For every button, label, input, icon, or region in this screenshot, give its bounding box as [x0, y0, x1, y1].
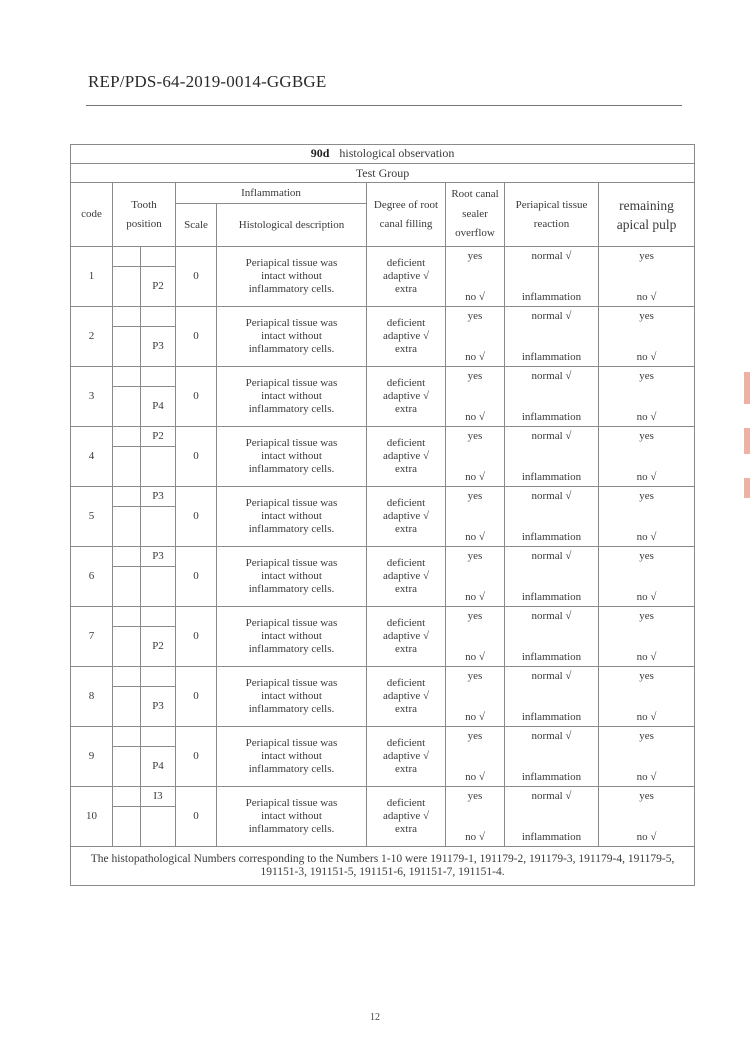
header-code: code	[71, 183, 113, 247]
row-scale: 0	[176, 487, 217, 547]
header-divider	[86, 105, 682, 106]
description-line: intact without	[261, 390, 322, 402]
filling-line: extra	[395, 523, 417, 535]
description-line: Periapical tissue was	[245, 737, 338, 749]
row-reaction	[505, 487, 599, 547]
overflow-yes: yes	[467, 790, 483, 802]
overflow-yes: yes	[467, 250, 483, 262]
edge-stamp-mark	[744, 372, 750, 404]
reaction-normal: normal √	[531, 490, 572, 502]
filling-line: deficient	[386, 317, 426, 329]
row-description	[217, 367, 367, 427]
filling-line: adaptive √	[382, 450, 430, 462]
table-row	[71, 307, 695, 327]
row-pulp	[599, 427, 695, 487]
position-top	[141, 307, 176, 327]
reaction-inflammation: inflammation	[521, 591, 582, 603]
header-tooth-position-label: Tooth position	[126, 198, 162, 230]
table-row	[71, 667, 695, 687]
position-top	[141, 667, 176, 687]
row-reaction	[505, 787, 599, 847]
pulp-no: no √	[636, 591, 657, 603]
description-line: Periapical tissue was	[245, 497, 338, 509]
description-line: intact without	[261, 750, 322, 762]
filling-line: extra	[395, 703, 417, 715]
description-line: inflammatory cells.	[248, 523, 335, 535]
row-pulp	[599, 547, 695, 607]
filling-line: extra	[395, 463, 417, 475]
filling-line: deficient	[386, 617, 426, 629]
row-scale: 0	[176, 307, 217, 367]
row-filling	[367, 367, 446, 427]
position-bottom	[141, 567, 176, 607]
overflow-yes: yes	[467, 610, 483, 622]
row-code: 10	[71, 787, 113, 847]
filling-line: deficient	[386, 377, 426, 389]
edge-stamp-mark	[744, 478, 750, 498]
row-code: 8	[71, 667, 113, 727]
overflow-no: no √	[465, 651, 485, 663]
filling-line: extra	[395, 643, 417, 655]
description-line: intact without	[261, 570, 322, 582]
pulp-yes: yes	[639, 490, 654, 502]
reaction-inflammation: inflammation	[521, 351, 582, 363]
overflow-no: no √	[465, 591, 485, 603]
pulp-no: no √	[636, 831, 657, 843]
filling-line: extra	[395, 343, 417, 355]
filling-line: deficient	[386, 437, 426, 449]
header-periapical-reaction-label: Periapical tissue reaction	[515, 198, 588, 230]
overflow-yes: yes	[467, 370, 483, 382]
row-overflow	[446, 787, 505, 847]
filling-line: extra	[395, 583, 417, 595]
filling-line: extra	[395, 823, 417, 835]
position-top: P3	[141, 487, 176, 507]
filling-line: adaptive √	[382, 330, 430, 342]
filling-line: extra	[395, 403, 417, 415]
row-scale: 0	[176, 787, 217, 847]
table-caption	[71, 145, 695, 164]
position-left-bottom	[113, 327, 141, 367]
filling-line: deficient	[386, 677, 426, 689]
filling-line: adaptive √	[382, 810, 430, 822]
table-row	[71, 607, 695, 627]
row-overflow	[446, 547, 505, 607]
caption-id: 90d	[310, 146, 330, 160]
position-left-bottom	[113, 447, 141, 487]
row-filling	[367, 787, 446, 847]
position-left-top	[113, 307, 141, 327]
edge-stamp-mark	[744, 428, 750, 454]
position-left-top	[113, 487, 141, 507]
row-overflow	[446, 727, 505, 787]
overflow-no: no √	[465, 531, 485, 543]
reaction-normal: normal √	[531, 790, 572, 802]
position-left-top	[113, 667, 141, 687]
pulp-yes: yes	[639, 610, 654, 622]
row-code: 3	[71, 367, 113, 427]
document-title: REP/PDS-64-2019-0014-GGBGE	[88, 72, 327, 91]
position-left-top	[113, 787, 141, 807]
row-overflow	[446, 667, 505, 727]
row-code: 5	[71, 487, 113, 547]
header-scale: Scale	[176, 204, 217, 247]
position-bottom	[141, 507, 176, 547]
position-left-bottom	[113, 267, 141, 307]
table-footnote: The histopathological Numbers corresponding to the Numbers 1-10 were 191179-1, 191179-2, 191179-3, 191179-4, 191179-5, 191151-3, 191151-5, 191151-6, 191151-7, 191151-4.	[71, 847, 695, 886]
row-reaction	[505, 727, 599, 787]
position-bottom	[141, 807, 176, 847]
row-pulp	[599, 367, 695, 427]
header-histological-description: Histological description	[217, 204, 367, 247]
table-row	[71, 367, 695, 387]
pulp-yes: yes	[639, 430, 654, 442]
row-overflow	[446, 487, 505, 547]
table-row	[71, 487, 695, 507]
row-scale: 0	[176, 247, 217, 307]
description-line: intact without	[261, 630, 322, 642]
description-line: inflammatory cells.	[248, 763, 335, 775]
position-top	[141, 247, 176, 267]
description-line: Periapical tissue was	[245, 317, 338, 329]
position-bottom: P3	[141, 327, 176, 367]
header-degree-filling	[367, 183, 446, 247]
row-scale: 0	[176, 367, 217, 427]
row-reaction	[505, 247, 599, 307]
row-pulp	[599, 607, 695, 667]
reaction-normal: normal √	[531, 610, 572, 622]
overflow-yes: yes	[467, 490, 483, 502]
pulp-no: no √	[636, 351, 657, 363]
row-reaction	[505, 667, 599, 727]
overflow-no: no √	[465, 711, 485, 723]
row-overflow	[446, 607, 505, 667]
row-description	[217, 247, 367, 307]
pulp-no: no √	[636, 651, 657, 663]
overflow-no: no √	[465, 291, 485, 303]
row-pulp	[599, 727, 695, 787]
table-row	[71, 787, 695, 807]
description-line: intact without	[261, 270, 322, 282]
group-label: Test Group	[71, 164, 695, 183]
row-filling	[367, 547, 446, 607]
description-line: Periapical tissue was	[245, 557, 338, 569]
header-sealer-overflow	[446, 183, 505, 247]
row-reaction	[505, 547, 599, 607]
pulp-no: no √	[636, 711, 657, 723]
description-line: inflammatory cells.	[248, 703, 335, 715]
row-description	[217, 487, 367, 547]
caption-text: histological observation	[339, 146, 455, 160]
row-description	[217, 427, 367, 487]
reaction-inflammation: inflammation	[521, 771, 582, 783]
row-filling	[367, 427, 446, 487]
header-remaining-pulp-label: remaining apical pulp	[616, 197, 677, 232]
table-row	[71, 247, 695, 267]
row-scale: 0	[176, 607, 217, 667]
position-left-bottom	[113, 807, 141, 847]
overflow-no: no √	[465, 471, 485, 483]
pulp-yes: yes	[639, 790, 654, 802]
position-left-bottom	[113, 567, 141, 607]
overflow-no: no √	[465, 771, 485, 783]
row-code: 2	[71, 307, 113, 367]
position-top: P3	[141, 547, 176, 567]
reaction-inflammation: inflammation	[521, 411, 582, 423]
filling-line: adaptive √	[382, 690, 430, 702]
position-top	[141, 367, 176, 387]
filling-line: deficient	[386, 497, 426, 509]
row-reaction	[505, 607, 599, 667]
pulp-yes: yes	[639, 370, 654, 382]
pulp-yes: yes	[639, 310, 654, 322]
reaction-normal: normal √	[531, 250, 572, 262]
header-tooth-position	[113, 183, 176, 247]
row-overflow	[446, 307, 505, 367]
reaction-inflammation: inflammation	[521, 711, 582, 723]
pulp-no: no √	[636, 411, 657, 423]
position-bottom	[141, 447, 176, 487]
pulp-yes: yes	[639, 670, 654, 682]
description-line: intact without	[261, 810, 322, 822]
filling-line: adaptive √	[382, 270, 430, 282]
position-bottom: P2	[141, 627, 176, 667]
description-line: inflammatory cells.	[248, 823, 335, 835]
row-reaction	[505, 367, 599, 427]
filling-line: adaptive √	[382, 390, 430, 402]
position-bottom: P4	[141, 387, 176, 427]
table-row	[71, 727, 695, 747]
row-scale: 0	[176, 667, 217, 727]
header-inflammation: Inflammation	[176, 183, 367, 204]
histology-table	[70, 144, 695, 886]
reaction-normal: normal √	[531, 430, 572, 442]
reaction-inflammation: inflammation	[521, 651, 582, 663]
overflow-no: no √	[465, 411, 485, 423]
filling-line: extra	[395, 283, 417, 295]
description-line: inflammatory cells.	[248, 643, 335, 655]
reaction-normal: normal √	[531, 310, 572, 322]
pulp-yes: yes	[639, 730, 654, 742]
position-left-top	[113, 607, 141, 627]
filling-line: adaptive √	[382, 750, 430, 762]
row-filling	[367, 607, 446, 667]
row-pulp	[599, 307, 695, 367]
description-line: inflammatory cells.	[248, 463, 335, 475]
position-bottom: P4	[141, 747, 176, 787]
row-filling	[367, 727, 446, 787]
pulp-no: no √	[636, 471, 657, 483]
reaction-normal: normal √	[531, 670, 572, 682]
filling-line: adaptive √	[382, 630, 430, 642]
row-overflow	[446, 247, 505, 307]
overflow-yes: yes	[467, 430, 483, 442]
filling-line: adaptive √	[382, 510, 430, 522]
position-bottom: P2	[141, 267, 176, 307]
position-left-top	[113, 727, 141, 747]
filling-line: extra	[395, 763, 417, 775]
reaction-normal: normal √	[531, 550, 572, 562]
position-left-bottom	[113, 627, 141, 667]
table-row	[71, 547, 695, 567]
row-description	[217, 607, 367, 667]
row-reaction	[505, 427, 599, 487]
row-filling	[367, 307, 446, 367]
position-left-bottom	[113, 687, 141, 727]
header-sealer-overflow-label: Root canal sealer overflow	[451, 188, 499, 240]
row-pulp	[599, 667, 695, 727]
filling-line: deficient	[386, 557, 426, 569]
position-top	[141, 607, 176, 627]
description-line: inflammatory cells.	[248, 583, 335, 595]
overflow-yes: yes	[467, 670, 483, 682]
row-description	[217, 787, 367, 847]
pulp-yes: yes	[639, 250, 654, 262]
reaction-inflammation: inflammation	[521, 291, 582, 303]
overflow-no: no √	[465, 351, 485, 363]
header-remaining-pulp	[599, 183, 695, 247]
pulp-yes: yes	[639, 550, 654, 562]
reaction-inflammation: inflammation	[521, 531, 582, 543]
filling-line: deficient	[386, 257, 426, 269]
row-overflow	[446, 367, 505, 427]
description-line: inflammatory cells.	[248, 283, 335, 295]
row-description	[217, 307, 367, 367]
row-pulp	[599, 247, 695, 307]
page-number: 12	[370, 1012, 380, 1023]
header-degree-filling-label: Degree of root canal filling	[373, 198, 439, 230]
filling-line: deficient	[386, 797, 426, 809]
row-filling	[367, 667, 446, 727]
row-description	[217, 667, 367, 727]
position-top	[141, 727, 176, 747]
position-left-bottom	[113, 747, 141, 787]
row-scale: 0	[176, 547, 217, 607]
position-top: I3	[141, 787, 176, 807]
row-filling	[367, 247, 446, 307]
description-line: Periapical tissue was	[245, 437, 338, 449]
description-line: intact without	[261, 450, 322, 462]
position-bottom: P3	[141, 687, 176, 727]
description-line: Periapical tissue was	[245, 797, 338, 809]
row-description	[217, 727, 367, 787]
pulp-no: no √	[636, 291, 657, 303]
row-overflow	[446, 427, 505, 487]
description-line: Periapical tissue was	[245, 257, 338, 269]
overflow-yes: yes	[467, 310, 483, 322]
row-scale: 0	[176, 727, 217, 787]
row-code: 1	[71, 247, 113, 307]
row-description	[217, 547, 367, 607]
row-filling	[367, 487, 446, 547]
description-line: Periapical tissue was	[245, 677, 338, 689]
row-reaction	[505, 307, 599, 367]
table-row	[71, 427, 695, 447]
header-periapical-reaction	[505, 183, 599, 247]
reaction-inflammation: inflammation	[521, 831, 582, 843]
reaction-normal: normal √	[531, 370, 572, 382]
pulp-no: no √	[636, 531, 657, 543]
position-top: P2	[141, 427, 176, 447]
row-code: 9	[71, 727, 113, 787]
overflow-yes: yes	[467, 550, 483, 562]
position-left-top	[113, 427, 141, 447]
description-line: Periapical tissue was	[245, 377, 338, 389]
row-pulp	[599, 487, 695, 547]
row-pulp	[599, 787, 695, 847]
description-line: intact without	[261, 690, 322, 702]
row-code: 7	[71, 607, 113, 667]
description-line: inflammatory cells.	[248, 343, 335, 355]
reaction-normal: normal √	[531, 730, 572, 742]
row-scale: 0	[176, 427, 217, 487]
row-code: 6	[71, 547, 113, 607]
pulp-no: no √	[636, 771, 657, 783]
position-left-top	[113, 247, 141, 267]
description-line: intact without	[261, 510, 322, 522]
filling-line: deficient	[386, 737, 426, 749]
overflow-no: no √	[465, 831, 485, 843]
row-code: 4	[71, 427, 113, 487]
description-line: intact without	[261, 330, 322, 342]
position-left-bottom	[113, 507, 141, 547]
filling-line: adaptive √	[382, 570, 430, 582]
reaction-inflammation: inflammation	[521, 471, 582, 483]
description-line: inflammatory cells.	[248, 403, 335, 415]
position-left-bottom	[113, 387, 141, 427]
position-left-top	[113, 547, 141, 567]
overflow-yes: yes	[467, 730, 483, 742]
position-left-top	[113, 367, 141, 387]
description-line: Periapical tissue was	[245, 617, 338, 629]
